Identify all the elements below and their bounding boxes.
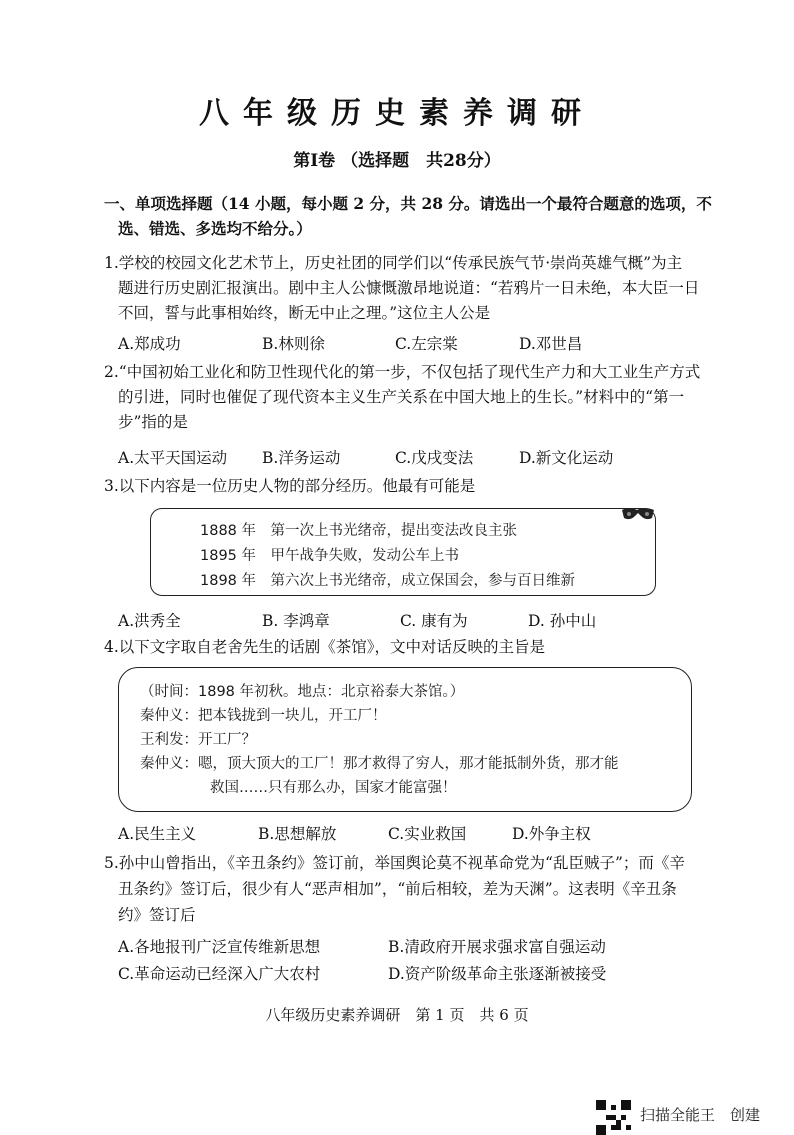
q1-option-a: A.郑成功 xyxy=(118,335,181,353)
q3-box-line-2: 1895 年 甲午战争失败，发动公车上书 xyxy=(200,548,460,564)
instructions-line-1: 一、单项选择题（14 小题，每小题 2 分，共 28 分。请选出一个最符合题意的选项，不 xyxy=(104,194,712,213)
q1-option-c: C.左宗棠 xyxy=(395,335,458,353)
q4-option-b: B.思想解放 xyxy=(258,825,337,843)
section-heading: 第Ⅰ卷 （选择题 共28分） xyxy=(293,151,501,171)
q5-stem-line-1: 5.孙中山曾指出，《辛丑条约》签订前，举国舆论莫不视革命党为“乱臣贼子”；而《辛 xyxy=(104,854,685,872)
q5-option-b: B.清政府开展求强求富自强运动 xyxy=(388,938,606,956)
q4-option-a: A.民生主义 xyxy=(118,825,197,843)
sunglasses-icon xyxy=(620,505,656,523)
qr-code-icon xyxy=(596,1100,631,1135)
q4-box-line-2: 秦仲义：把本钱拢到一块儿，开工厂！ xyxy=(140,708,387,724)
instructions-line-2: 选、错选、多选均不给分。） xyxy=(118,219,312,238)
q1-stem-line-3: 不回，誓与此事相始终，断无中止之理。”这位主人公是 xyxy=(118,304,491,322)
page-footer: 八年级历史素养调研 第 1 页 共 6 页 xyxy=(265,1006,529,1024)
q3-stem-line-1: 3.以下内容是一位历史人物的部分经历。他最有可能是 xyxy=(104,477,476,495)
q1-stem-line-2: 题进行历史剧汇报演出。剧中主人公慷慨激昂地说道：“若鸦片一日未绝，本大臣一日 xyxy=(118,279,700,297)
q5-stem-line-3: 约》签订后 xyxy=(118,906,196,924)
q3-box-line-1: 1888 年 第一次上书光绪帝，提出变法改良主张 xyxy=(200,523,518,539)
q3-option-d: D. 孙中山 xyxy=(528,612,597,630)
q4-box-line-4: 秦仲义：嗯，顶大顶大的工厂！那才救得了穷人，那才能抵制外货，那才能 xyxy=(140,756,619,772)
q5-option-c: C.革命运动已经深入广大农村 xyxy=(118,965,321,983)
q5-option-a: A.各地报刊广泛宣传维新思想 xyxy=(118,938,321,956)
q4-box-line-5: 救国……只有那么办，国家才能富强！ xyxy=(210,780,457,796)
q2-option-c: C.戊戌变法 xyxy=(395,449,474,467)
q5-stem-line-2: 丑条约》签订后，很少有人“恶声相加”，“前后相较，差为天渊”。这表明《辛丑条 xyxy=(118,880,677,898)
q4-option-c: C.实业救国 xyxy=(388,825,467,843)
q4-stem-line-1: 4.以下文字取自老舍先生的话剧《茶馆》，文中对话反映的主旨是 xyxy=(104,638,546,656)
q2-option-b: B.洋务运动 xyxy=(262,449,341,467)
q3-option-c: C. 康有为 xyxy=(400,612,468,630)
q2-stem-line-2: 的引进，同时也催促了现代资本主义生产关系在中国大地上的生长。”材料中的“第一 xyxy=(118,388,685,406)
q2-stem-line-1: 2.“中国初始工业化和防卫性现代化的第一步，不仅包括了现代生产力和大工业生产方式 xyxy=(104,363,701,381)
q1-stem-line-1: 1.学校的校园文化艺术节上，历史社团的同学们以“传承民族气节·崇尚英雄气概”为主 xyxy=(104,254,683,272)
q2-option-d: D.新文化运动 xyxy=(519,449,614,467)
q4-box-line-3: 王利发：开工厂？ xyxy=(140,732,256,748)
q4-option-d: D.外争主权 xyxy=(512,825,591,843)
q1-option-b: B.林则徐 xyxy=(262,335,325,353)
q3-option-b: B. 李鸿章 xyxy=(262,612,330,630)
q2-stem-line-3: 步”指的是 xyxy=(118,413,188,431)
q5-option-d: D.资产阶级革命主张逐渐被接受 xyxy=(388,965,607,983)
scanner-watermark: 扫描全能王 创建 xyxy=(640,1106,761,1124)
q2-option-a: A.太平天国运动 xyxy=(118,449,228,467)
q4-box-line-1: （时间：1898 年初秋。地点：北京裕泰大茶馆。） xyxy=(140,684,465,700)
q3-box-line-3: 1898 年 第六次上书光绪帝，成立保国会，参与百日维新 xyxy=(200,573,576,589)
exam-title: 八年级历史素养调研 xyxy=(199,96,595,131)
q1-option-d: D.邓世昌 xyxy=(519,335,583,353)
q3-option-a: A.洪秀全 xyxy=(118,612,181,630)
